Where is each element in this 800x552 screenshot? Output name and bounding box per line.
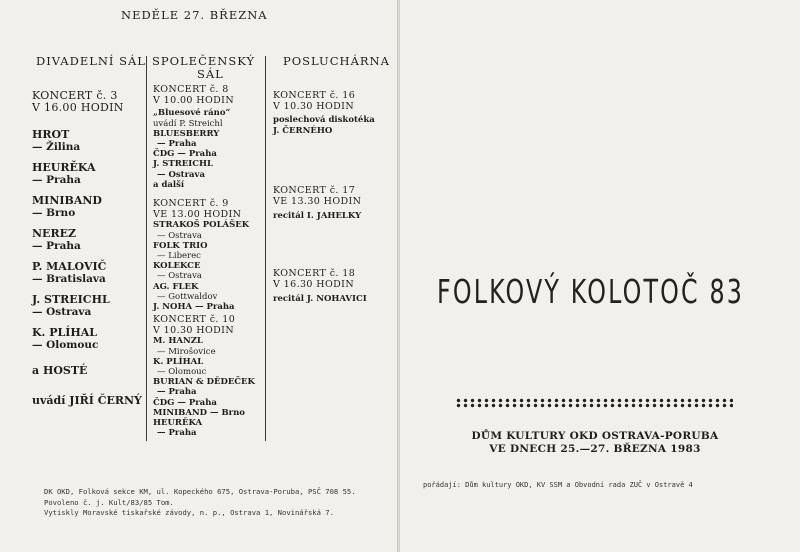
lineup-item: BLUESBERRY [153, 128, 220, 139]
organizers-line: pořádají: Dům kultury OKD, KV SSM a Obvodní rada ZUČ v Ostravě 4 [423, 481, 693, 489]
lineup-item: ČDG — Praha [153, 397, 217, 408]
lineup-item: J. STREICHL [153, 159, 214, 170]
concert-17-block [273, 185, 393, 222]
act-name: J. STREICHL [32, 293, 110, 306]
cover-title: FOLKOVÝ KOLOTOČ 83 [437, 272, 745, 311]
concert-8-block [153, 84, 265, 190]
concert-16-block [273, 90, 393, 136]
concert-8-lineup [153, 129, 265, 190]
act-place: — Olomouc [32, 339, 99, 351]
lineup-item: ČDG — Praha [153, 149, 217, 160]
concert-16-number: KONCERT č. 16 [273, 90, 356, 101]
imprint-line: DK OKD, Folková sekce KM, ul. Kopeckého 675, Ostrava-Poruba, PSČ 708 55. [44, 487, 356, 496]
lineup-item: — Liberec [157, 251, 201, 262]
act-place: — Praha [32, 240, 81, 252]
lineup-item: — Praha [157, 387, 197, 398]
act-place: — Brno [32, 207, 76, 219]
host-name: JIŘÍ ČERNÝ [69, 394, 142, 407]
lineup-item: STRAKOŠ POLÁŠEK [153, 220, 250, 231]
imprint-line: Povoleno č. j. Kult/83/85 Tom. [44, 497, 174, 507]
concert-8-show-host: uvádí P. Streichl [153, 118, 223, 129]
concert-8-number: KONCERT č. 8 [153, 84, 229, 95]
concert-18-time: V 16.30 HODIN [273, 279, 355, 291]
lineup-item: — Ostrava [157, 271, 202, 282]
concert-16-desc-name: J. ČERNÉHO [273, 125, 333, 136]
act-place: — Ostrava [32, 306, 92, 318]
dotted-ornament [455, 398, 733, 408]
lineup-item: — Gottwaldov [157, 291, 218, 302]
act-place: — Bratislava [32, 273, 106, 285]
concert-17-number: KONCERT č. 17 [273, 185, 356, 196]
guests-line: a HOSTÉ [32, 364, 88, 377]
concert-18-block [273, 268, 393, 305]
lineup-item: — Olomouc [157, 367, 207, 378]
column-heading-divadelni: DIVADELNÍ SÁL [36, 54, 146, 68]
lineup-item: — Mirošovice [157, 346, 216, 357]
host-prefix: uvádí [32, 394, 66, 407]
lineup-item: HEURĚKA [153, 418, 203, 429]
lineup-item: a další [153, 179, 185, 190]
host-line [32, 395, 144, 407]
concert-16-desc: poslechová diskotéka [273, 115, 375, 126]
column-heading-poslucharna: POSLUCHÁRNA [283, 54, 390, 68]
lineup-item: AG. FLEK [153, 281, 199, 292]
concert-3-number: KONCERT č. 3 [32, 89, 118, 102]
date-header: NEDĚLE 27. BŘEZNA [121, 8, 268, 22]
lineup-item: — Praha [157, 428, 197, 439]
imprint [44, 487, 356, 519]
lineup-item: M. HANZL [153, 336, 203, 347]
concert-9-time: VE 13.00 HODIN [153, 209, 242, 221]
column-divider-2 [265, 56, 266, 441]
concert-17-desc: recitál I. JAHELKY [273, 211, 362, 222]
act-name: NEREZ [32, 227, 76, 240]
column-heading-spolecensky-sal: SÁL [197, 67, 224, 81]
act-place: — Žilina [32, 141, 81, 153]
act-name: HEURĚKA [32, 161, 96, 174]
date-range-line: VE DNECH 25.—27. BŘEZNA 1983 [489, 443, 701, 455]
act-name: MINIBAND [32, 194, 102, 207]
concert-18-number: KONCERT č. 18 [273, 268, 356, 279]
concert-9-block [153, 198, 265, 312]
concert-18-desc: recitál J. NOHAVICI [273, 294, 367, 305]
concert-17-time: VE 13.30 HODIN [273, 196, 362, 208]
lineup-item: — Praha [157, 139, 197, 150]
lineup-item: MINIBAND — Brno [153, 407, 245, 418]
concert-3-block [32, 90, 144, 407]
column-heading-spolecensky: SPOLEČENSKÝ [152, 54, 256, 68]
act-name: HROT [32, 128, 70, 141]
act-place: — Praha [32, 174, 81, 186]
concert-9-number: KONCERT č. 9 [153, 198, 229, 209]
lineup-item: KOLEKCE [153, 261, 201, 272]
act-name: K. PLÍHAL [32, 326, 98, 339]
lineup-item: J. NOHA — Praha [153, 302, 235, 313]
column-divider-1 [146, 56, 147, 441]
lineup-item: FOLK TRIO [153, 240, 208, 251]
concert-10-number: KONCERT č. 10 [153, 314, 236, 325]
concert-8-show-title: „Bluesové ráno“ [153, 108, 231, 119]
act-name: P. MALOVIČ [32, 260, 107, 273]
lineup-item: — Ostrava [157, 169, 206, 180]
lineup-item: K. PLÍHAL [153, 356, 204, 367]
concert-16-time: V 10.30 HODIN [273, 101, 355, 113]
imprint-line: Vytiskly Moravské tiskařské závody, n. p., Ostrava 1, Novinářská 7. [44, 508, 334, 517]
concert-8-time: V 10.00 HODIN [153, 95, 235, 107]
lineup-item: — Ostrava [157, 230, 202, 241]
concert-3-time: V 16.00 HODIN [32, 101, 124, 114]
lineup-item: BURIAN & DĚDEČEK [153, 377, 255, 388]
concert-10-time: V 10.30 HODIN [153, 325, 235, 337]
venue-line: DŮM KULTURY OKD OSTRAVA-PORUBA [471, 430, 719, 442]
concert-10-block [153, 314, 265, 438]
